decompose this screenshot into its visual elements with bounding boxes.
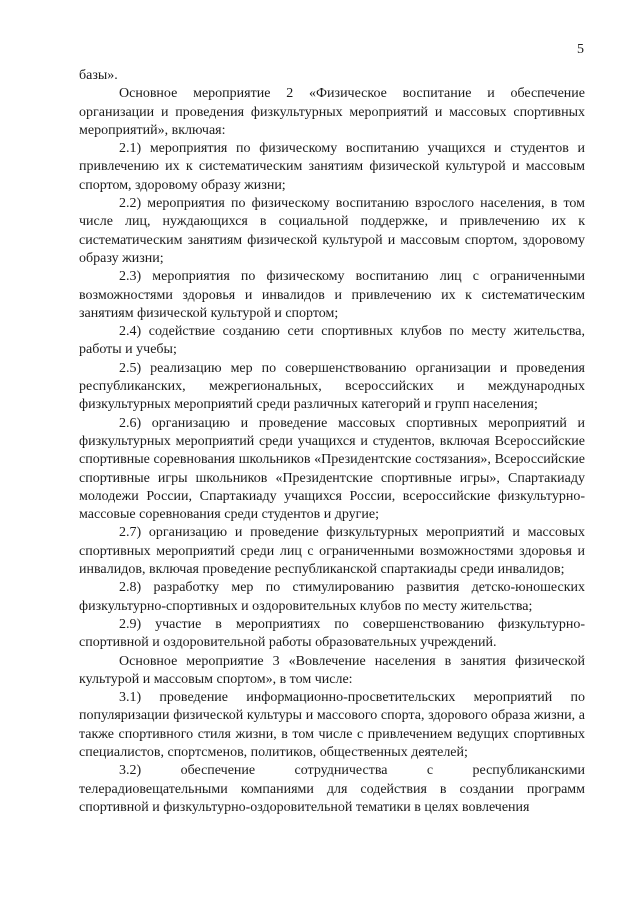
list-item: 2.5) реализацию мер по совершенствованию организации и проведения республиканских, межрегиональных, всероссийских и международных физкультурных мероприятий среди различных категорий и групп населения; (79, 360, 585, 413)
list-item: 2.7) организацию и проведение физкультурных мероприятий и массовых спортивных мероприятий среди лиц с ограниченными возможностями здоровья и инвалидов, включая проведение республиканской спартакиады среди инвалидов; (79, 525, 585, 578)
list-item: 2.3) мероприятия по физическому воспитанию лиц с ограниченными возможностями здоровья и инвалидов и привлечению их к систематическим занятиям физической культурой и спортом; (79, 269, 585, 321)
paragraph: Основное мероприятие 3 «Вовлечение населения в занятия физической культурой и массовым спортом», в том числе: (79, 653, 585, 687)
list-item: 2.8) разработку мер по стимулированию развития детско-юношеских физкультурно-спортивных и оздоровительных клубов по месту жительства; (79, 580, 585, 614)
page-number: 5 (577, 42, 584, 57)
paragraph: базы». (79, 68, 118, 83)
list-item: 2.1) мероприятия по физическому воспитанию учащихся и студентов и привлечению их к систематическим занятиям физической культурой и массовым спортом, здоровому образу жизни; (79, 141, 585, 193)
document-body (79, 67, 585, 817)
paragraph: Основное мероприятие 2 «Физическое воспитание и обеспечение организации и проведения физкультурных мероприятий и массовых спортивных мероприятий», включая: (79, 86, 585, 138)
list-item: 3.1) проведение информационно-просветительских мероприятий по популяризации физической культуры и массового спорта, здорового образа жизни, а также спортивного стиля жизни, в том числе с привлечением ведущих спортивных специалистов, спортсменов, политиков, общественных деятелей; (79, 690, 585, 760)
list-item: 2.9) участие в мероприятиях по совершенствованию физкультурно-спортивной и оздоровительной работы образовательных учреждений. (79, 616, 585, 651)
list-item: 2.4) содействие созданию сети спортивных клубов по месту жительства, работы и учебы; (79, 324, 585, 358)
list-item: 2.6) организацию и проведение массовых спортивных мероприятий и физкультурных мероприятий среди учащихся и студентов, включая Всероссийские спортивные соревнования школьников «Президентские состязания», Всероссийские спортивные игры школьников «Президентские спортивные игры», Спартакиаду молодежи России, Спартакиаду учащихся России, всероссийские физкультурно-массовые соревнования среди студентов и другие; (79, 415, 585, 523)
list-item: 3.2) обеспечение сотрудничества с республиканскими телерадиовещательными компаниями для содействия в создании программ спортивной и физкультурно-оздоровительной тематики в целях вовлечения (79, 763, 585, 815)
list-item: 2.2) мероприятия по физическому воспитанию взрослого населения, в том числе лиц, нуждающихся в социальной поддержке, и привлечению их к систематическим занятиям физической культурой и массовым спортом, здоровому образу жизни; (79, 196, 585, 266)
